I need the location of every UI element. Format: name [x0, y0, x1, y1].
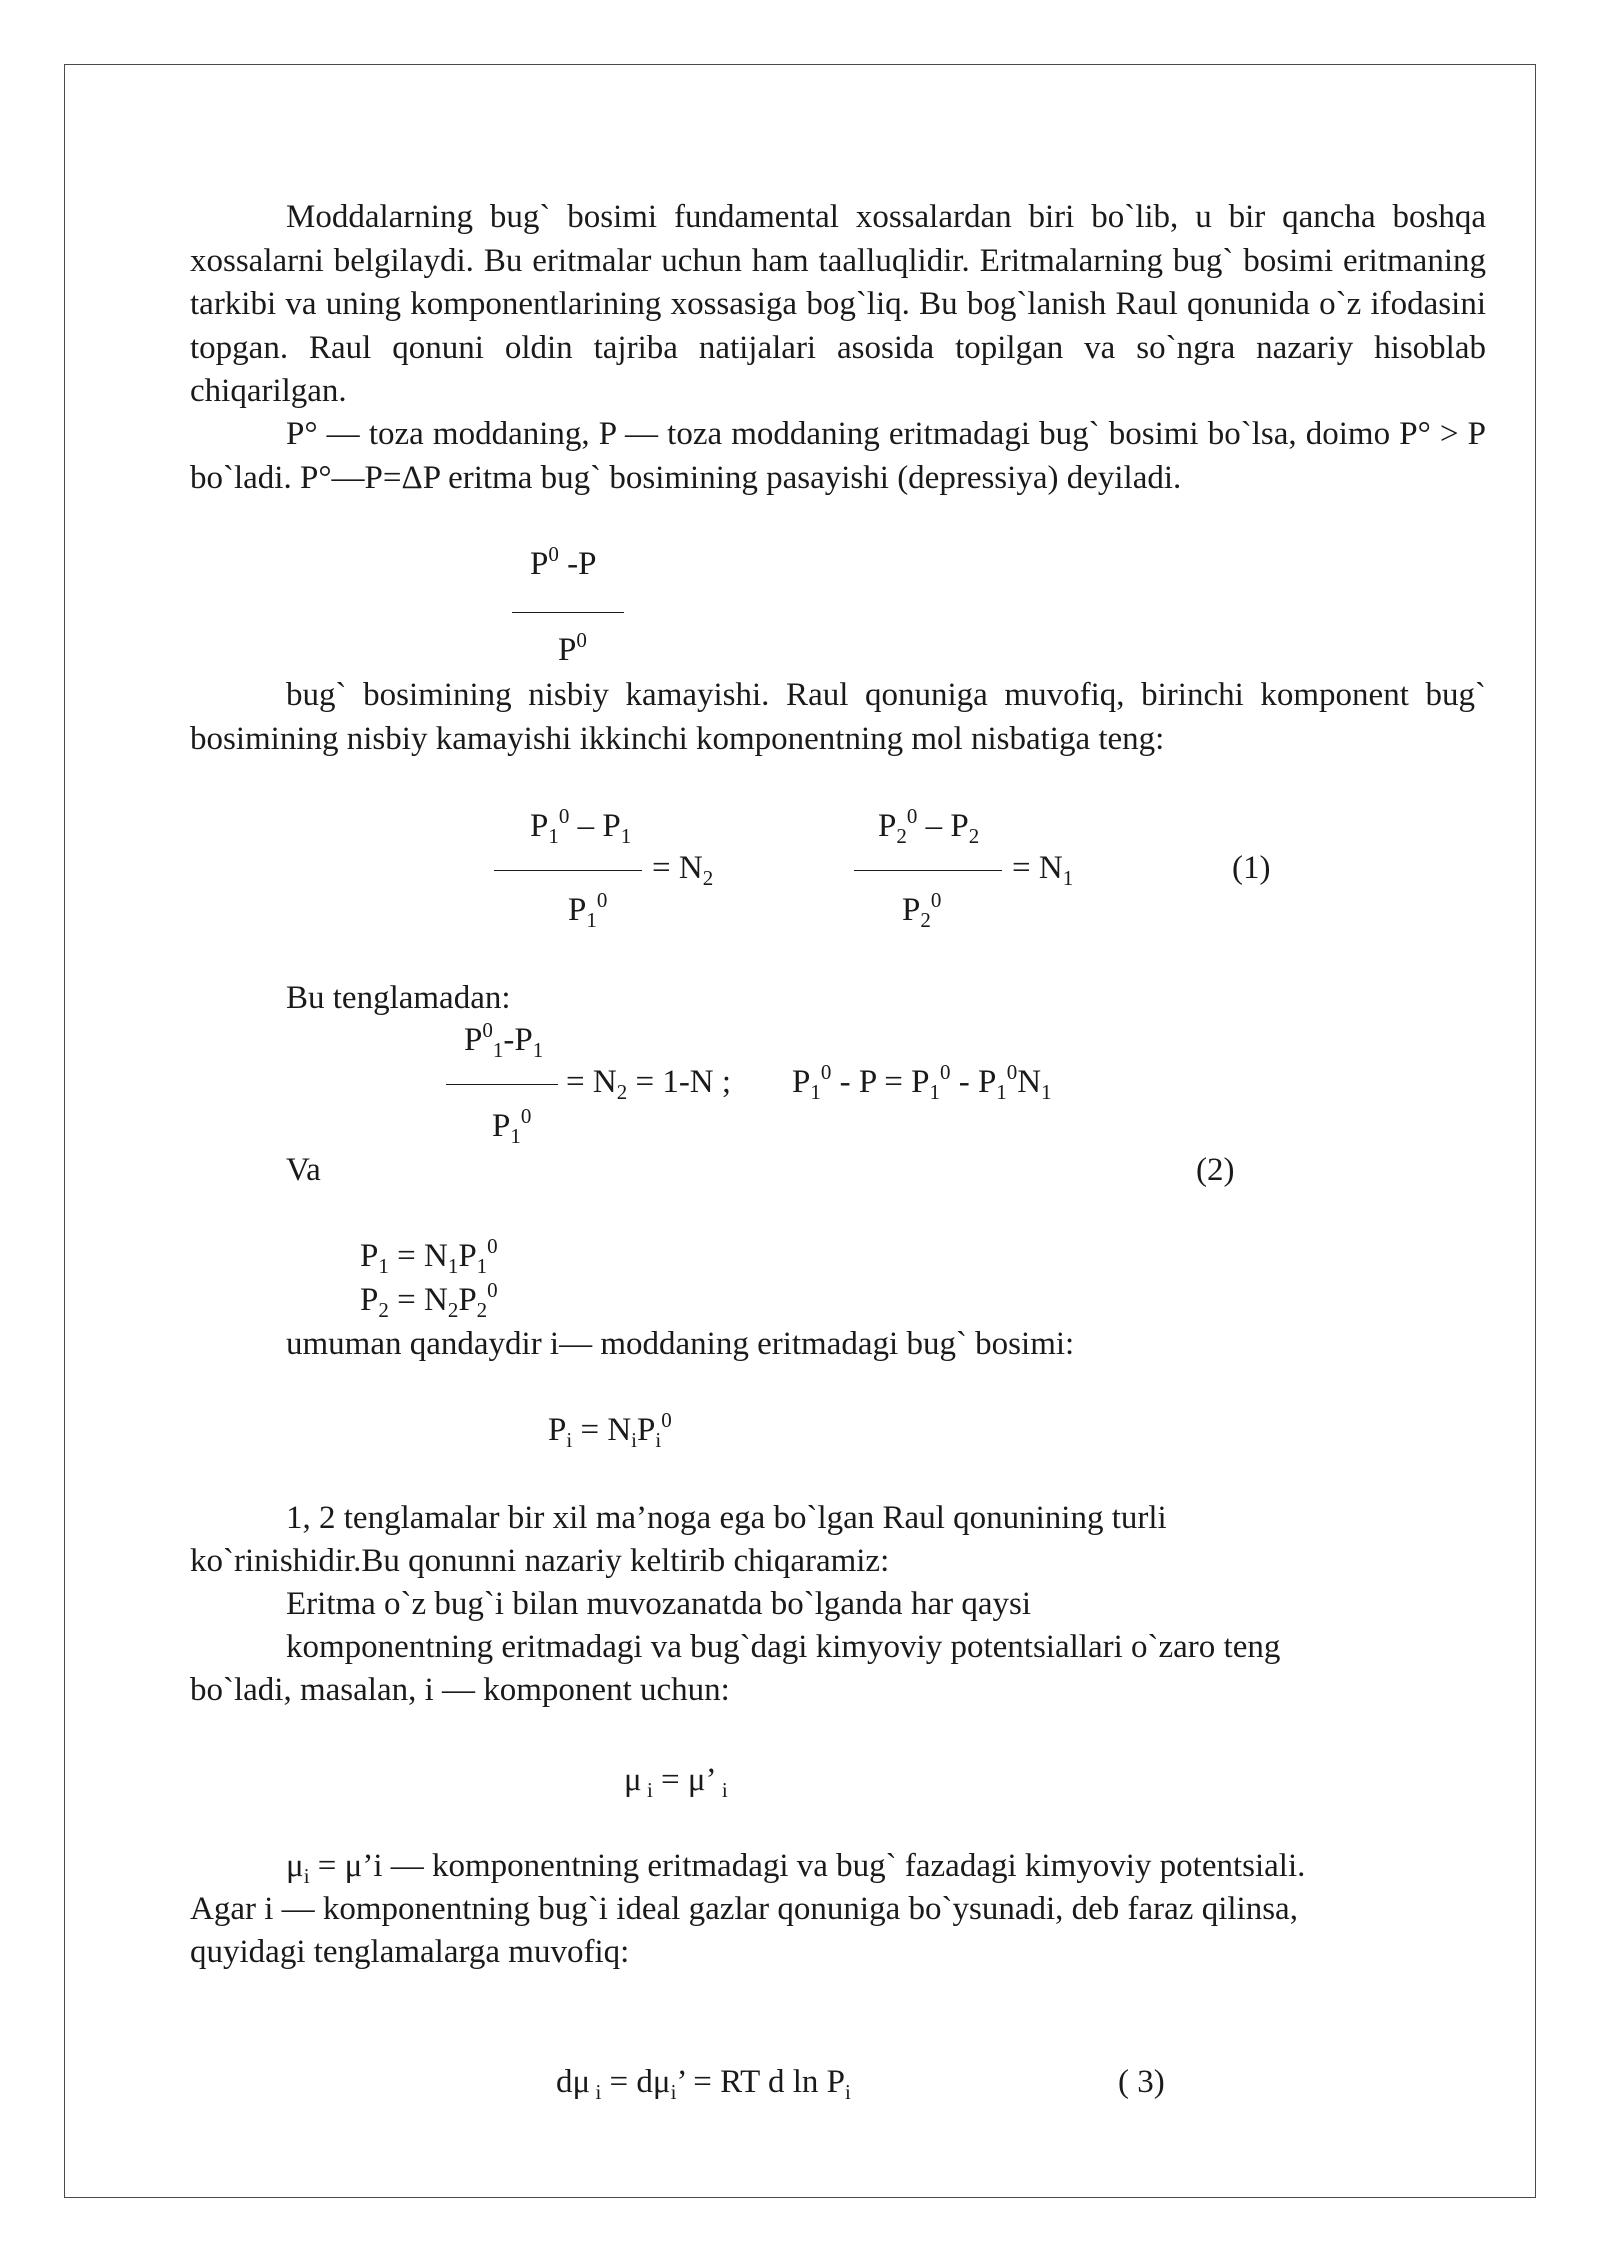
eq1b-numerator: $P_2^0 - P_2$ [878, 804, 980, 848]
eq2-numerator: $P^0_1-P_1$ [464, 1018, 544, 1062]
fraction-denominator: $P^0$ [558, 628, 587, 668]
paragraph-potentials-line2: bo`ladi, masalan, i — komponent uchun: [190, 1672, 730, 1708]
eq1a-denominator: $P_1^0$ [568, 888, 608, 932]
equation-pi: $P_i = N_iP_i^0$ [548, 1408, 672, 1452]
fraction-bar [512, 612, 624, 613]
word-va: Va [286, 1152, 321, 1188]
eq1a-fraction-bar [494, 870, 642, 871]
paragraph-mu-definition: $\mu_i$ = μ’i — komponentning eritmadagi va bug` fazadagi kimyoviy potentsiali. [286, 1848, 1306, 1888]
eq1a-numerator: $P_1^0 - P_1$ [530, 804, 632, 848]
equation-label-3: ( 3) [1118, 2064, 1165, 2100]
equation-label-2: (2) [1196, 1152, 1235, 1188]
eq1b-rhs: = $N_1$ [1012, 850, 1074, 890]
eq1b-denominator: $P_2^0$ [902, 888, 942, 932]
paragraph-equilibrium: Eritma o`z bug`i bilan muvozanatda bo`lganda har qaysi [286, 1586, 1031, 1622]
equation-label-1: (1) [1232, 850, 1271, 886]
paragraph-from-equation: Bu tenglamadan: [286, 980, 511, 1016]
eq1b-fraction-bar [854, 870, 1002, 871]
paragraph-depression: P° — toza moddaning, P — toza moddaning eritmadagi bug` bosimi bo`lsa, doimo P° > P bo`ladi. P°—P=ΔP eritma bug` bosimining pasayishi (depressiya) deyiladi. [190, 416, 1486, 496]
equation-p2: $P_2 = N_2P_2^0$ [360, 1278, 498, 1322]
equation-mu: μ $_i$ = μ’ $_i$ [624, 1762, 728, 1802]
eq2-fraction-bar [446, 1084, 558, 1085]
paragraph-raoult-forms-line1: 1, 2 tenglamalar bir xil ma’noga ega bo`lgan Raul qonunining turli [286, 1500, 1167, 1536]
paragraph-following: quyidagi tenglamalarga muvofiq: [190, 1934, 630, 1970]
equation-p1: $P_1 = N_1P_1^0$ [360, 1234, 498, 1278]
paragraph-potentials-line1: komponentning eritmadagi va bug`dagi kimyoviy potentsiallari o`zaro teng [286, 1629, 1281, 1665]
fraction-numerator: $P^0$ -P [530, 542, 597, 582]
eq2-denominator: $P_1^0$ [492, 1104, 532, 1148]
eq2-rhs-a: = $N_2 = 1-N$ ; [566, 1064, 732, 1104]
eq1a-rhs: = $N_2$ [652, 850, 714, 890]
paragraph-relative-decrease: bug` bosimining nisbiy kamayishi. Raul qonuniga muvofiq, birinchi komponent bug` bosimining nisbiy kamayishi ikkinchi komponentning mol nisbatiga teng: [190, 677, 1486, 757]
paragraph-general: umuman qandaydir i— moddaning eritmadagi bug` bosimi: [286, 1326, 1075, 1362]
eq2-rhs-b: $P_1^0 - P = P_1^0 - P_1^0N_1$ [792, 1060, 1052, 1104]
paragraph-vapor-pressure: Moddalarning bug` bosimi fundamental xossalardan biri bo`lib, u bir qancha boshqa xossalarni belgilaydi. Bu eritmalar uchun ham taalluqlidir. Eritmalarning bug` bosimi eritmaning tarkibi va uning komponentlarining xossasiga bog`liq. Bu bog`lanish Raul qonunida o`z ifodasini topgan. Raul qonuni oldin tajriba natijalari asosida topilgan va so`ngra nazariy hisoblab chiqarilgan. [190, 199, 1486, 409]
equation-3: dμ $_i = d\mu_i$’ = RT d $\ln P_i$ [556, 2064, 851, 2104]
paragraph-raoult-forms-line2: ko`rinishidir.Bu qonunni nazariy keltirib chiqaramiz: [190, 1543, 890, 1579]
paragraph-ideal-gas: Agar i — komponentning bug`i ideal gazlar qonuniga bo`ysunadi, deb faraz qilinsa, [190, 1891, 1298, 1927]
